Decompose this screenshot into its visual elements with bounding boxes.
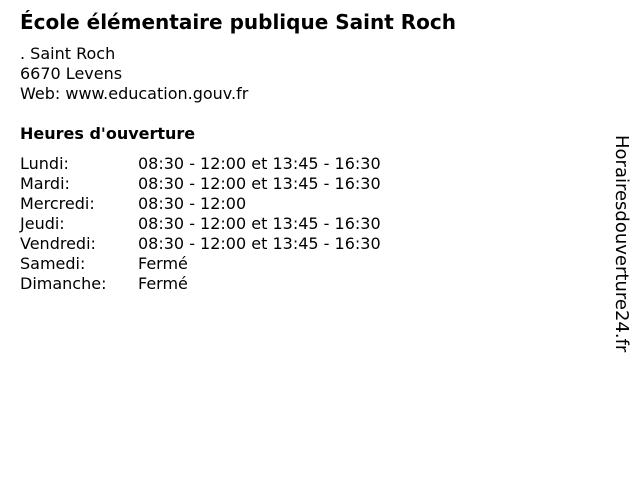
day-label: Mardi: xyxy=(20,174,70,193)
day-label: Lundi: xyxy=(20,154,69,173)
day-label: Vendredi: xyxy=(20,234,96,253)
web-line: Web: www.education.gouv.fr xyxy=(20,84,249,103)
hours-row-dimanche xyxy=(20,274,381,294)
city-line: 6670 Levens xyxy=(20,64,123,83)
day-hours: 08:30 - 12:00 et 13:45 - 16:30 xyxy=(138,154,381,173)
day-label: Jeudi: xyxy=(20,214,65,233)
day-label: Dimanche: xyxy=(20,274,107,293)
address-block xyxy=(20,44,248,104)
day-hours: Fermé xyxy=(138,254,188,273)
page-title: École élémentaire publique Saint Roch xyxy=(20,10,456,34)
site-watermark: Horairesdouverture24.fr xyxy=(611,135,632,353)
day-hours: 08:30 - 12:00 et 13:45 - 16:30 xyxy=(138,234,381,253)
day-hours: 08:30 - 12:00 xyxy=(138,194,247,213)
hours-row-mardi xyxy=(20,174,381,194)
hours-row-jeudi xyxy=(20,214,381,234)
hours-table xyxy=(20,154,381,294)
day-hours: 08:30 - 12:00 et 13:45 - 16:30 xyxy=(138,214,381,233)
day-label: Samedi: xyxy=(20,254,86,273)
hours-row-mercredi xyxy=(20,194,381,214)
day-hours: 08:30 - 12:00 et 13:45 - 16:30 xyxy=(138,174,381,193)
hours-row-samedi xyxy=(20,254,381,274)
day-label: Mercredi: xyxy=(20,194,95,213)
day-hours: Fermé xyxy=(138,274,188,293)
street-line: . Saint Roch xyxy=(20,44,116,63)
hours-row-vendredi xyxy=(20,234,381,254)
hours-row-lundi xyxy=(20,154,381,174)
hours-heading: Heures d'ouverture xyxy=(20,124,196,143)
